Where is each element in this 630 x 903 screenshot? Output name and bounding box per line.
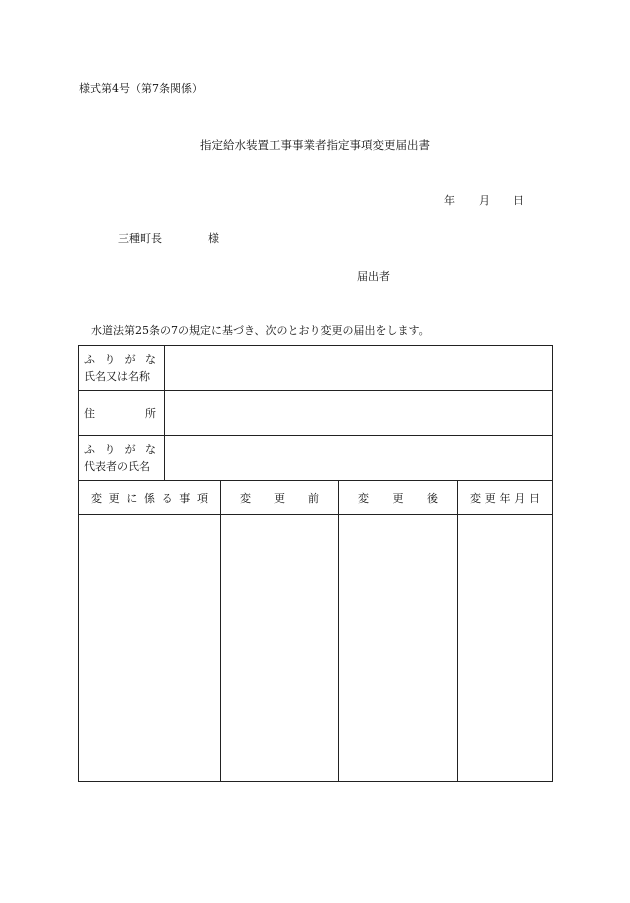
furigana-char: が — [124, 443, 136, 456]
change-entry-row — [79, 515, 553, 782]
furigana-char: な — [144, 443, 156, 456]
col-header-char: 変 — [358, 491, 369, 505]
furigana-char: ふ — [84, 443, 95, 456]
address-label-cell — [79, 391, 165, 436]
address-char: 住 — [84, 406, 95, 420]
date-day-label: 日 — [513, 194, 524, 207]
representative-furigana-label — [84, 441, 156, 458]
col-header-char: る — [161, 491, 173, 505]
date-month-label: 月 — [479, 194, 490, 207]
col-header-change-item — [79, 481, 221, 515]
col-header-char: 年 — [499, 491, 511, 505]
address-label — [84, 405, 156, 422]
address-row — [79, 391, 553, 436]
col-header-before — [221, 481, 339, 515]
col-header-char: 事 — [179, 491, 191, 505]
col-header-char: 日 — [529, 491, 540, 505]
address-char: 所 — [145, 406, 156, 420]
name-row — [79, 346, 553, 391]
name-input-cell[interactable] — [165, 346, 553, 391]
change-item-input-cell[interactable] — [79, 515, 221, 782]
col-header-char: 変 — [240, 491, 251, 505]
representative-label-cell — [79, 436, 165, 481]
after-input-cell[interactable] — [339, 515, 458, 782]
col-header-char: 変 — [91, 491, 102, 505]
before-input-cell[interactable] — [221, 515, 339, 782]
representative-row — [79, 436, 553, 481]
furigana-char: な — [144, 353, 156, 366]
col-header-char: 係 — [143, 491, 155, 505]
furigana-char: が — [124, 353, 136, 366]
addressee-name: 三種町長 — [118, 232, 162, 245]
col-header-char: 更 — [108, 491, 120, 505]
col-header-char: 更 — [392, 491, 404, 505]
address-input-cell[interactable] — [165, 391, 553, 436]
date-year-label: 年 — [444, 194, 455, 207]
col-header-char: 更 — [484, 491, 496, 505]
col-header-char: 項 — [196, 491, 208, 505]
furigana-char: り — [104, 443, 116, 456]
representative-label: 代表者の氏名 — [84, 460, 150, 473]
change-date-input-cell[interactable] — [458, 515, 553, 782]
furigana-char: り — [104, 353, 116, 366]
name-label: 氏名又は名称 — [84, 370, 150, 383]
col-header-char: 変 — [470, 491, 481, 505]
notifier-label: 届出者 — [357, 270, 390, 283]
intro-statement: 水道法第25条の7の規定に基づき、次のとおり変更の届出をします。 — [91, 324, 430, 337]
col-header-char: 月 — [514, 491, 526, 505]
furigana-char: ふ — [84, 353, 95, 366]
col-header-after — [339, 481, 458, 515]
form-id: 様式第4号（第7条関係） — [79, 82, 203, 95]
addressee-honorific: 様 — [208, 232, 219, 245]
col-header-change-date — [458, 481, 553, 515]
col-header-char: に — [126, 491, 138, 505]
column-header-row — [79, 481, 553, 515]
col-header-char: 後 — [427, 491, 438, 505]
col-header-char: 更 — [274, 491, 285, 505]
name-label-cell — [79, 346, 165, 391]
representative-input-cell[interactable] — [165, 436, 553, 481]
page-title: 指定給水装置工事事業者指定事項変更届出書 — [200, 138, 430, 152]
col-header-char: 前 — [308, 491, 319, 505]
name-furigana-label — [84, 351, 156, 368]
change-notification-table — [78, 345, 553, 782]
